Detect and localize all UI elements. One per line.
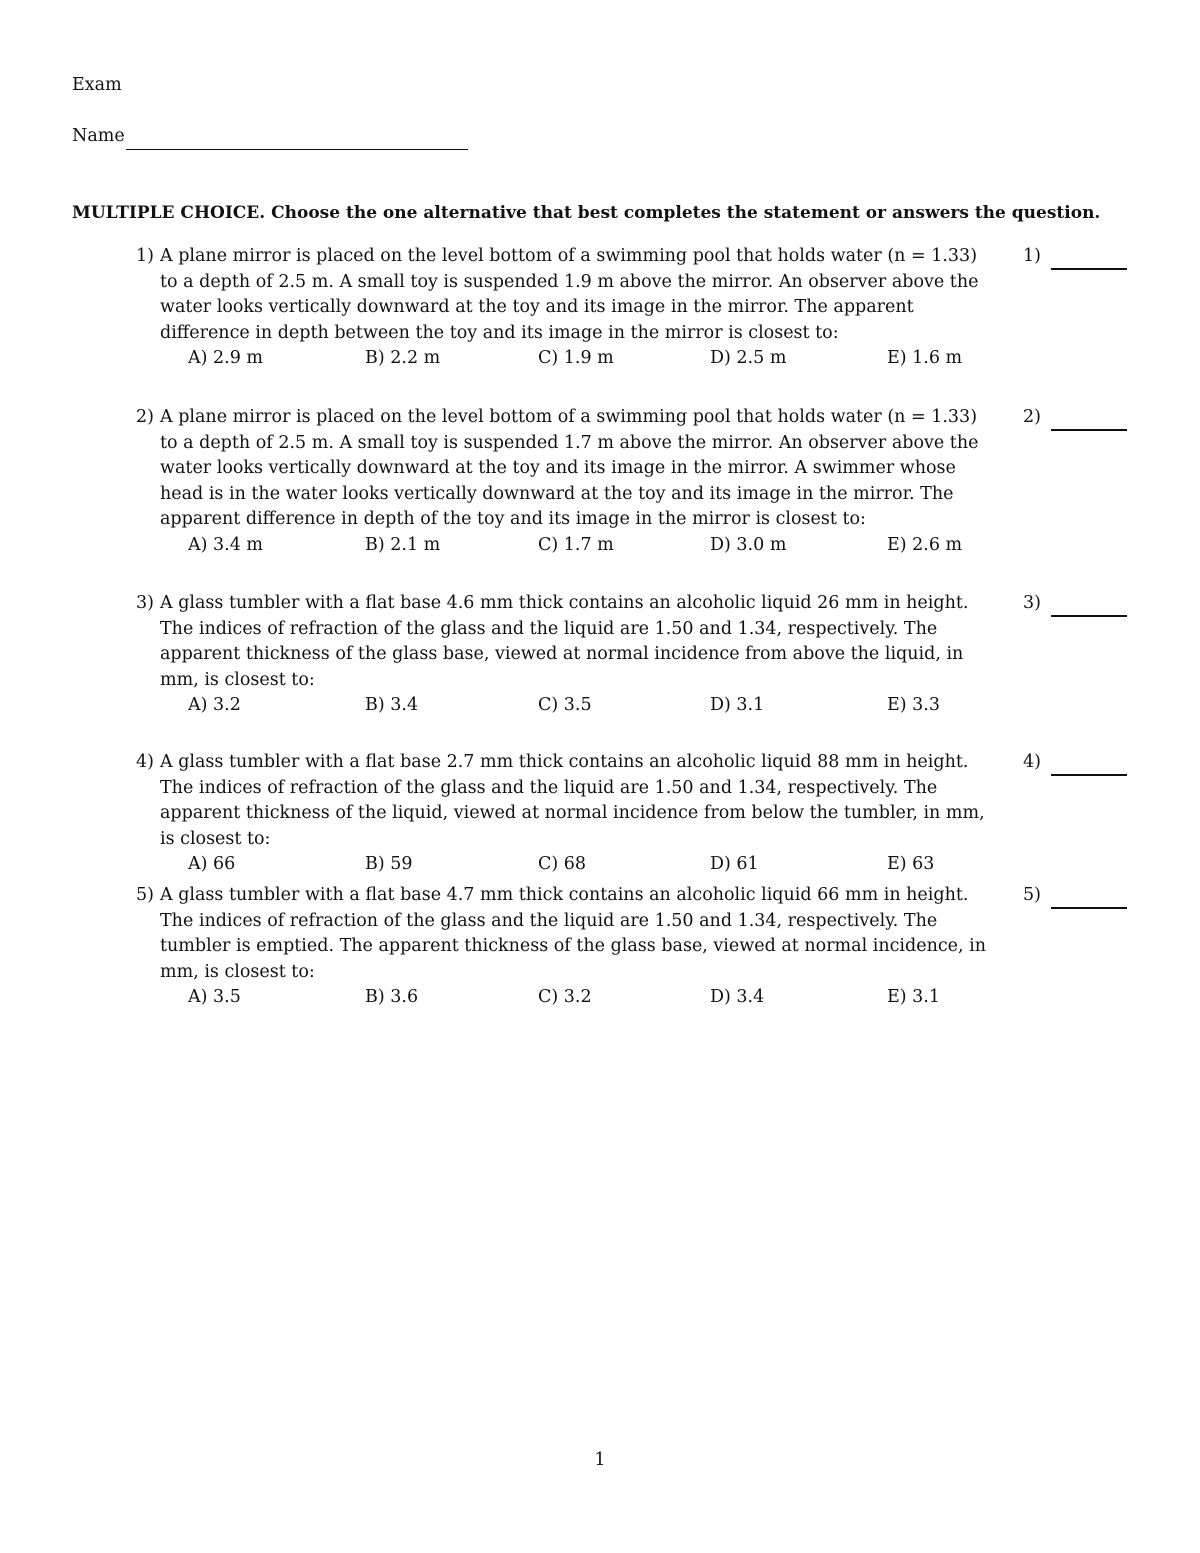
choice-e[interactable]: E) 2.6 m xyxy=(887,534,963,555)
choice-b[interactable]: B) 2.2 m xyxy=(365,348,441,368)
choice-list xyxy=(188,346,996,372)
choice-c[interactable]: C) 1.9 m xyxy=(538,348,614,368)
question-text: A plane mirror is placed on the level bottom of a swimming pool that holds water (n = 1.33) to a depth of 2.5 m. A small toy is suspended 1.7 m above the mirror. An observer above the water looks vertically downward at the toy and its image in the mirror. A swimmer whose head is in the water looks vertically downward at the toy and its image in the mirror. The apparent difference in depth of the toy and its image in the mirror is closest to: xyxy=(160,407,979,529)
question-text: A glass tumbler with a flat base 4.7 mm thick contains an alcoholic liquid 66 mm in height. The indices of refraction of the glass and the liquid are 1.50 and 1.34, respectively. The tumbler is emptied. The apparent thickness of the glass base, viewed at normal incidence, in mm, is closest to: xyxy=(160,885,986,982)
answer-blank[interactable] xyxy=(1051,252,1127,270)
choice-list xyxy=(188,533,996,559)
choice-a[interactable]: A) 66 xyxy=(188,854,236,874)
name-field[interactable] xyxy=(72,124,468,150)
answer-slot-4[interactable] xyxy=(1023,750,1133,776)
question-number: 4) xyxy=(136,752,154,772)
question-number: 5) xyxy=(136,885,154,905)
question-1 xyxy=(136,244,996,372)
choice-list xyxy=(188,852,996,878)
choice-e[interactable]: E) 3.3 xyxy=(887,695,940,715)
choice-e[interactable]: E) 63 xyxy=(887,854,935,874)
choice-list xyxy=(188,985,996,1011)
answer-blank[interactable] xyxy=(1051,891,1127,909)
question-2 xyxy=(136,405,996,558)
answer-blank[interactable] xyxy=(1051,599,1127,617)
choice-d[interactable]: D) 61 xyxy=(710,854,759,874)
answer-blank[interactable] xyxy=(1051,758,1127,776)
choice-a[interactable]: A) 2.9 m xyxy=(188,348,264,368)
choice-b[interactable]: B) 2.1 m xyxy=(365,534,441,555)
question-5 xyxy=(136,883,996,1011)
answer-slot-5[interactable] xyxy=(1023,883,1133,909)
choice-d[interactable]: D) 3.0 m xyxy=(710,534,787,555)
choice-c[interactable]: C) 3.5 xyxy=(538,695,592,715)
exam-title: Exam xyxy=(72,75,122,95)
question-text: A plane mirror is placed on the level bottom of a swimming pool that holds water (n = 1.33) to a depth of 2.5 m. A small toy is suspended 1.9 m above the mirror. An observer above the water looks vertically downward at the toy and its image in the mirror. The apparent difference in depth between the toy and its image in the mirror is closest to: xyxy=(160,246,979,343)
answer-label: 1) xyxy=(1023,246,1041,266)
choice-b[interactable]: B) 3.4 xyxy=(365,695,419,715)
choice-b[interactable]: B) 59 xyxy=(365,854,413,874)
answer-blank[interactable] xyxy=(1051,413,1127,431)
choice-e[interactable]: E) 3.1 xyxy=(887,987,940,1007)
answer-label: 2) xyxy=(1023,407,1041,427)
question-text: A glass tumbler with a flat base 4.6 mm thick contains an alcoholic liquid 26 mm in height. The indices of refraction of the glass and the liquid are 1.50 and 1.34, respectively. The apparent thickness of the glass base, viewed at normal incidence from above the liquid, in mm, is closest to: xyxy=(160,593,969,690)
answer-label: 5) xyxy=(1023,885,1041,905)
instructions: MULTIPLE CHOICE. Choose the one alternative that best completes the statement or answers the question. xyxy=(72,203,1101,223)
choice-a[interactable]: A) 3.2 xyxy=(188,695,241,715)
question-text: A glass tumbler with a flat base 2.7 mm thick contains an alcoholic liquid 88 mm in height. The indices of refraction of the glass and the liquid are 1.50 and 1.34, respectively. The apparent thickness of the liquid, viewed at normal incidence from below the tumbler, in mm, is closest to: xyxy=(160,752,985,849)
choice-d[interactable]: D) 3.1 xyxy=(710,695,765,715)
question-3 xyxy=(136,591,996,719)
choice-list xyxy=(188,693,996,719)
question-number: 1) xyxy=(136,246,154,266)
choice-e[interactable]: E) 1.6 m xyxy=(887,348,963,368)
choice-b[interactable]: B) 3.6 xyxy=(365,987,419,1007)
choice-c[interactable]: C) 3.2 xyxy=(538,987,592,1007)
page-number: 1 xyxy=(594,1450,606,1470)
choice-d[interactable]: D) 3.4 xyxy=(710,987,765,1007)
choice-c[interactable]: C) 68 xyxy=(538,854,587,874)
choice-a[interactable]: A) 3.5 xyxy=(188,987,241,1007)
question-4 xyxy=(136,750,996,878)
choice-d[interactable]: D) 2.5 m xyxy=(710,348,787,368)
question-number: 2) xyxy=(136,407,154,427)
choice-c[interactable]: C) 1.7 m xyxy=(538,534,614,555)
answer-label: 3) xyxy=(1023,593,1041,613)
answer-label: 4) xyxy=(1023,752,1041,772)
choice-a[interactable]: A) 3.4 m xyxy=(188,534,264,555)
answer-slot-3[interactable] xyxy=(1023,591,1133,617)
question-number: 3) xyxy=(136,593,154,613)
answer-slot-1[interactable] xyxy=(1023,244,1133,270)
name-blank-line[interactable] xyxy=(126,129,468,150)
name-label: Name xyxy=(72,126,125,146)
answer-slot-2[interactable] xyxy=(1023,405,1133,431)
